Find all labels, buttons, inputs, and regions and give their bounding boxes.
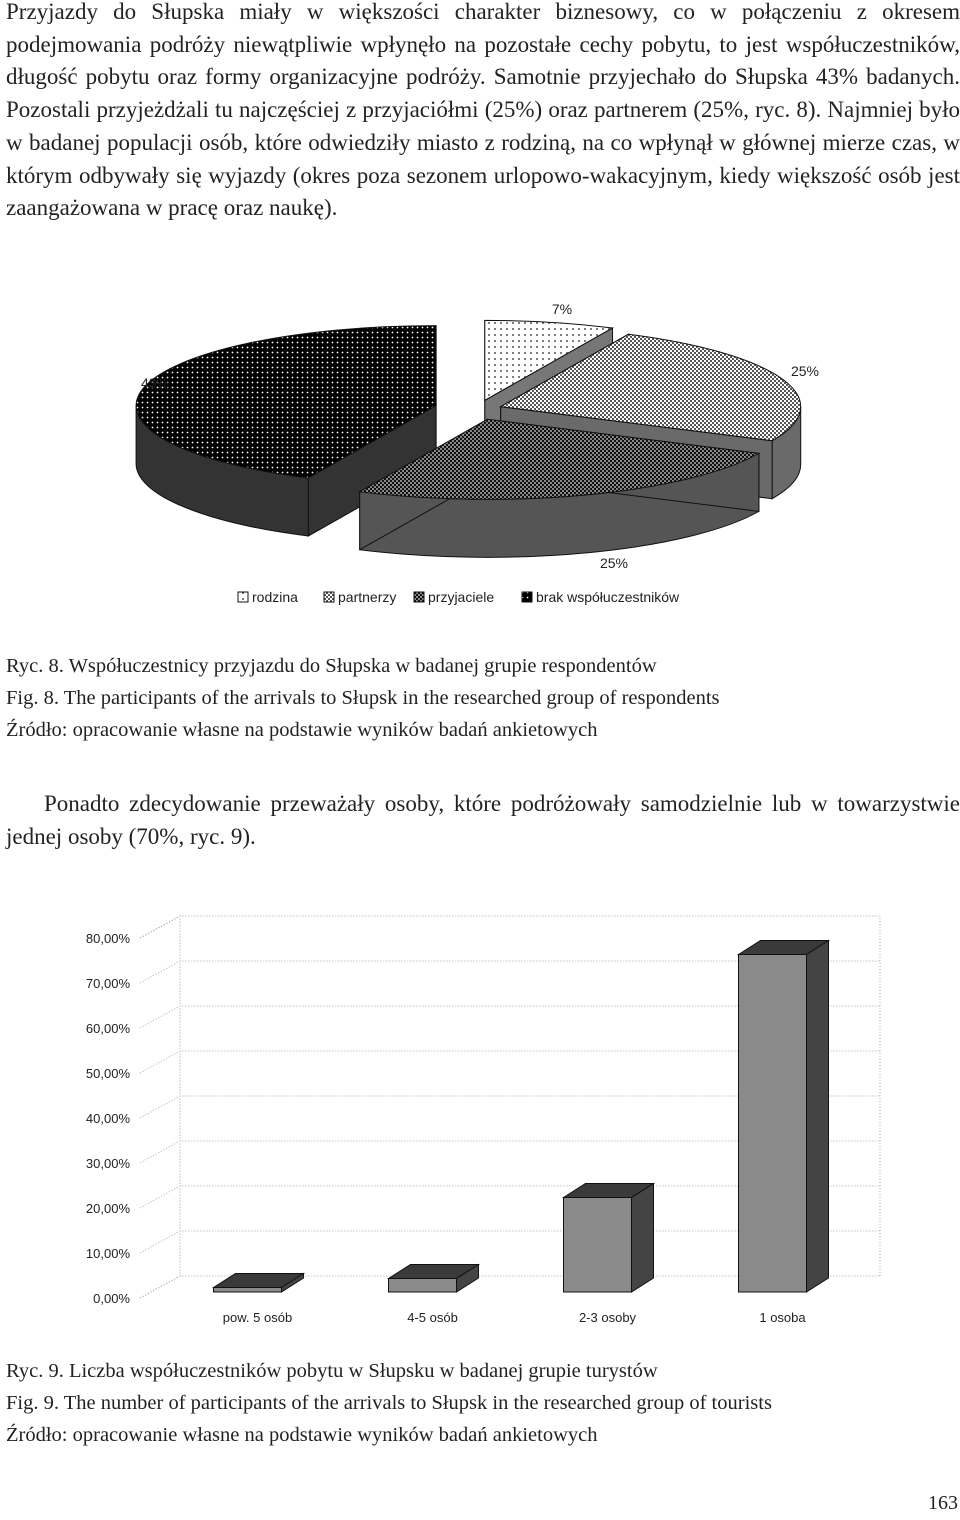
figure-9-caption [6,1356,960,1452]
figure-8-caption-en: Fig. 8. The participants of the arrivals to Słupsk in the researched group of respondents [6,687,720,709]
y-tick-label: 20,00% [85,1201,130,1216]
y-tick-label: 80,00% [85,931,130,946]
pie-chart [0,290,960,620]
x-category-label: 1 osoba [759,1310,806,1325]
bar-chart [0,880,960,1340]
pie-data-label: 7% [551,301,573,317]
y-tick-label: 40,00% [85,1111,130,1126]
x-category-label: 4-5 osób [407,1310,458,1325]
legend-swatch [522,592,532,602]
bar-4-5-osób [389,1265,479,1293]
pie-data-label: 25% [599,555,629,571]
page-number: 163 [928,1492,958,1514]
y-tick-label: 0,00% [93,1291,130,1306]
bar-pow.-5-osób [214,1274,304,1293]
figure-9-caption-pl: Ryc. 9. Liczba współuczestników pobytu w Słupsku w badanej grupie turystów [6,1360,658,1382]
figure-8-caption [6,651,960,747]
legend-label: partnerzy [338,589,397,605]
body-paragraph-2: Ponadto zdecydowanie przeważały osoby, które podróżowały samodzielnie lub w towarzystwie jednej osoby (70%, ryc. 9). [6,791,960,849]
legend-label: brak współuczestników [536,589,680,605]
y-tick-label: 50,00% [85,1066,130,1081]
bar-1-osoba [739,941,829,1293]
body-paragraph-1: Przyjazdy do Słupska miały w większości charakter biznesowy, co w połączeniu z okresem podejmowania podróży niewątpliwie wpłynęło na pozostałe cechy pobytu, to jest współuczestników, długość pobytu oraz formy organizacyjne podróży. Samotnie przyjechało do Słupska 43% badanych. Pozostali przyjeżdżali tu najczęściej z przyjaciółmi (25%) oraz partnerem (25%, ryc. 8). Najmniej było w badanej populacji osób, które odwiedziły miasto z rodziną, na co wpłynął w głównej mierze czas, w którym odbywały się wyjazdy (okres poza sezonem urlopowo-wakacyjnym, kiedy większość osób jest zaangażowana w pracę oraz naukę). [6,0,960,221]
legend-label: przyjaciele [428,589,495,605]
legend-swatch [324,592,334,602]
y-tick-label: 60,00% [85,1021,130,1036]
legend-swatch [414,592,424,602]
figure-9-source: Źródło: opracowanie własne na podstawie wyników badań ankietowych [6,1424,598,1446]
x-category-label: pow. 5 osób [222,1310,293,1325]
figure-8-caption-pl: Ryc. 8. Współuczestnicy przyjazdu do Słupska w badanej grupie respondentów [6,655,657,677]
pie-data-label: 25% [790,363,820,379]
y-tick-label: 10,00% [85,1246,130,1261]
gridline [140,916,880,938]
bar-side-wall [140,916,180,1298]
y-tick-label: 30,00% [85,1156,130,1171]
pie-data-label: 43% [140,375,170,391]
x-category-label: 2-3 osoby [578,1310,637,1325]
legend-swatch [238,592,248,602]
legend-label: rodzina [252,589,298,605]
y-tick-label: 70,00% [85,976,130,991]
figure-8-source: Źródło: opracowanie własne na podstawie wyników badań ankietowych [6,719,598,741]
bar-2-3-osoby [564,1184,654,1293]
figure-9-caption-en: Fig. 9. The number of participants of the arrivals to Słupsk in the researched group of tourists [6,1392,772,1414]
